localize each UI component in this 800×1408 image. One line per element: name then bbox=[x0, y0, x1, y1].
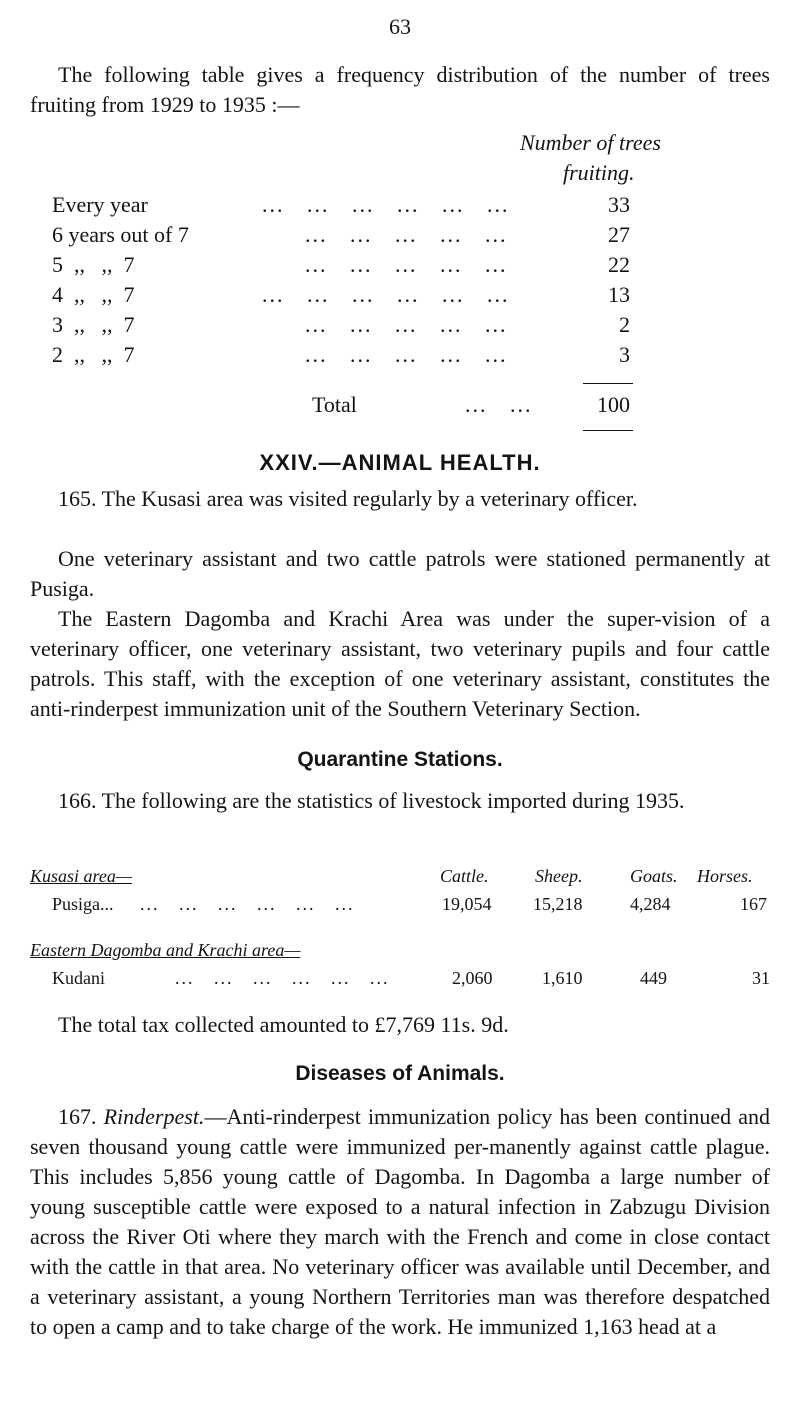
freq-header-line2: fruiting. bbox=[563, 160, 635, 185]
freq-row-label: 2 ,, ,, 7 bbox=[52, 342, 135, 367]
station-pusiga: Pusiga... bbox=[52, 894, 114, 914]
freq-header-line1: Number of trees bbox=[520, 130, 661, 155]
freq-row-label: 3 ,, ,, 7 bbox=[52, 312, 135, 337]
kudani-sheep: 1,610 bbox=[542, 968, 583, 988]
intro-text: The following table gives a frequency distribution of the number of trees fruiting from 1929 to 1935 :— bbox=[30, 62, 770, 117]
para-165-a-text: 165. The Kusasi area was visited regularly by a veterinary officer. bbox=[58, 486, 638, 511]
para-165-a bbox=[30, 484, 770, 514]
leader-dots: ... ... ... ... ... ... bbox=[262, 282, 510, 307]
para-166-text: 166. The following are the statistics of livestock imported during 1935. bbox=[58, 788, 685, 813]
station-kudani: Kudani bbox=[52, 968, 105, 988]
leader-dots: ... ... ... ... ... bbox=[305, 312, 508, 337]
para-167 bbox=[30, 1102, 770, 1342]
pusiga-sheep: 15,218 bbox=[533, 894, 583, 914]
diseases-heading: Diseases of Animals. bbox=[295, 1062, 505, 1085]
freq-row-value: 22 bbox=[608, 252, 630, 277]
freq-row-label: 4 ,, ,, 7 bbox=[52, 282, 135, 307]
col-cattle: Cattle. bbox=[440, 866, 489, 886]
leader-dots: ... ... ... ... ... bbox=[305, 222, 508, 247]
freq-row-label: 5 ,, ,, 7 bbox=[52, 252, 135, 277]
freq-row-value: 2 bbox=[619, 312, 630, 337]
freq-row-label: 6 years out of 7 bbox=[52, 222, 189, 247]
para-167-body: —Anti-rinderpest immunization policy has been continued and seven thousand young cattle were immunized per-manently against cattle plague. This includes 5,856 young cattle of Dagomba. In Dagomba a large number of young susceptible cattle were exposed to a natural infection in Zabzugu Division across the River Oti where they march with the French and come in close contact with the cattle in that area. No veterinary officer was available until December, and a veterinary assistant, a young Northern Territories man was therefore despatched to open a camp and to take charge of the work. He immunized 1,163 head at a bbox=[30, 1104, 770, 1339]
freq-row-value: 13 bbox=[608, 282, 630, 307]
pusiga-goats: 4,284 bbox=[630, 894, 671, 914]
col-sheep: Sheep. bbox=[535, 866, 583, 886]
para-167-number: 167. bbox=[58, 1104, 97, 1129]
total-rule-top bbox=[583, 383, 633, 384]
leader-dots: ... ... ... ... ... ... bbox=[175, 968, 390, 988]
freq-row-value: 27 bbox=[608, 222, 630, 247]
page-number: 63 bbox=[389, 14, 411, 39]
para-166 bbox=[30, 786, 770, 816]
para-165-c bbox=[30, 604, 770, 724]
section-heading: XXIV.—ANIMAL HEALTH. bbox=[259, 450, 541, 475]
kudani-cattle: 2,060 bbox=[452, 968, 493, 988]
kudani-horses: 31 bbox=[752, 968, 770, 988]
pusiga-cattle: 19,054 bbox=[442, 894, 492, 914]
livestock-area-kusasi: Kusasi area— bbox=[30, 866, 132, 886]
leader-dots: ... ... ... ... ... ... bbox=[262, 192, 510, 217]
para-167-title: Rinderpest. bbox=[103, 1104, 205, 1129]
para-165-c-text: The Eastern Dagomba and Krachi Area was under the super-vision of a veterinary officer, one veterinary assistant, two veterinary pupils and four cattle patrols. This staff, with the exception of one veterinary assistant, constitutes the anti-rinderpest immunization unit of the Southern Veterinary Section. bbox=[30, 606, 770, 721]
intro-paragraph bbox=[30, 60, 770, 120]
freq-row-value: 3 bbox=[619, 342, 630, 367]
kudani-goats: 449 bbox=[640, 968, 667, 988]
quarantine-heading: Quarantine Stations. bbox=[297, 748, 503, 771]
tax-paragraph bbox=[30, 1010, 770, 1040]
total-rule-bottom bbox=[583, 430, 633, 431]
leader-dots: ... ... ... ... ... bbox=[305, 252, 508, 277]
livestock-area-eastern-dagomba: Eastern Dagomba and Krachi area— bbox=[30, 940, 301, 960]
col-horses: Horses. bbox=[697, 866, 753, 886]
para-165-b-text: One veterinary assistant and two cattle patrols were stationed permanently at Pusiga. bbox=[30, 546, 770, 601]
col-goats: Goats. bbox=[630, 866, 678, 886]
para-165-b bbox=[30, 544, 770, 604]
leader-dots: ... ... ... ... ... bbox=[305, 342, 508, 367]
leader-dots: ... ... bbox=[465, 392, 533, 417]
freq-total-label: Total bbox=[312, 392, 357, 417]
freq-row-label: Every year bbox=[52, 192, 148, 217]
pusiga-horses: 167 bbox=[740, 894, 767, 914]
freq-total-value: 100 bbox=[597, 392, 630, 417]
tax-text: The total tax collected amounted to £7,769 11s. 9d. bbox=[58, 1012, 509, 1037]
leader-dots: ... ... ... ... ... ... bbox=[140, 894, 355, 914]
freq-row-value: 33 bbox=[608, 192, 630, 217]
